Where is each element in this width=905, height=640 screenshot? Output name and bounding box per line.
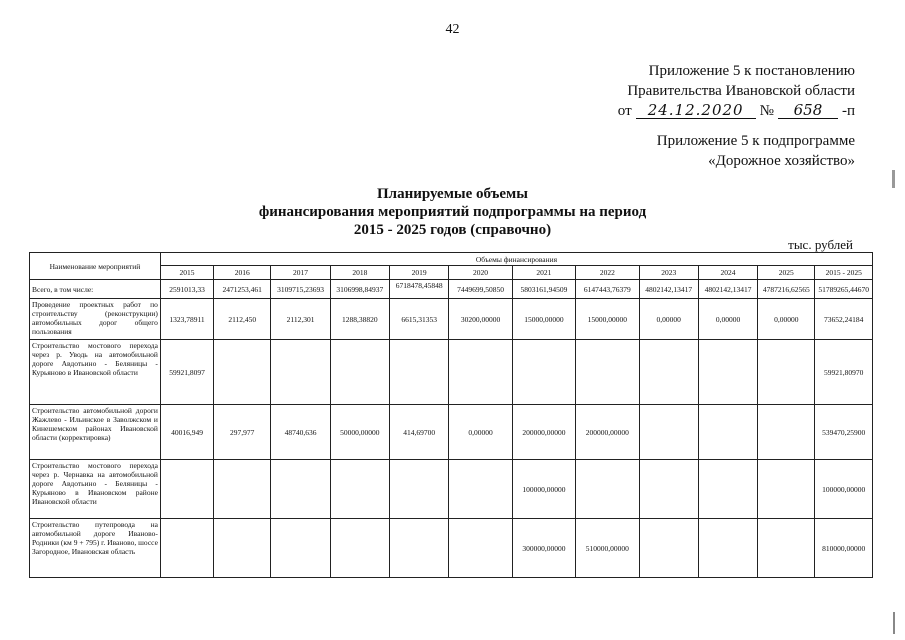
amount-cell: 73652,24184 <box>815 299 873 340</box>
year-header: 2021 <box>512 266 575 280</box>
measure-name-cell: Всего, в том числе: <box>30 280 161 299</box>
title-line3: 2015 - 2025 годов (справочно) <box>353 222 552 238</box>
amount-cell <box>576 340 639 405</box>
amount-cell: 48740,636 <box>271 405 330 460</box>
amount-cell <box>639 460 698 519</box>
amount-cell: 6718478,45848 <box>390 280 449 299</box>
amount-cell: 51789265,44670 <box>815 280 873 299</box>
amount-cell: 15000,00000 <box>512 299 575 340</box>
amount-cell <box>576 460 639 519</box>
amount-cell <box>698 405 757 460</box>
amount-cell: 100000,00000 <box>512 460 575 519</box>
amount-cell: 539470,25900 <box>815 405 873 460</box>
amount-cell <box>214 519 271 578</box>
date-prefix: от <box>617 103 632 119</box>
amount-cell <box>639 519 698 578</box>
amount-cell <box>330 519 389 578</box>
amount-cell <box>639 405 698 460</box>
amount-cell: 6147443,76379 <box>576 280 639 299</box>
amount-cell: 59921,8097 <box>160 340 213 405</box>
total-row <box>30 280 873 299</box>
appendix-subprogram-block <box>657 131 855 171</box>
amount-cell: 3109715,23693 <box>271 280 330 299</box>
title-line2: финансирования мероприятий подпрограммы на период <box>258 204 647 220</box>
amount-cell <box>639 340 698 405</box>
measure-name-cell: Строительство мостового перехода через р. Уводь на автомобильной дороге Авдотьино - Беляницы - Курьяново в Ивановской области <box>30 340 161 405</box>
order-date-number-line <box>618 101 855 121</box>
amount-cell: 100000,00000 <box>815 460 873 519</box>
handwritten-date: 24.12.2020 <box>636 102 756 119</box>
amount-cell: 4802142,13417 <box>639 280 698 299</box>
amount-cell: 2471253,461 <box>214 280 271 299</box>
amount-cell <box>160 519 213 578</box>
amount-cell: 4787216,62565 <box>758 280 815 299</box>
amount-cell: 5803161,94509 <box>512 280 575 299</box>
amount-cell: 810000,00000 <box>815 519 873 578</box>
amount-cell <box>758 405 815 460</box>
units-label: тыс. рублей <box>788 237 853 252</box>
amount-cell <box>271 519 330 578</box>
amount-cell: 300000,00000 <box>512 519 575 578</box>
handwritten-number: 658 <box>778 102 838 119</box>
year-header: 2015 <box>160 266 213 280</box>
amount-cell <box>330 460 389 519</box>
amount-cell: 50000,00000 <box>330 405 389 460</box>
amount-cell: 1288,38820 <box>330 299 389 340</box>
document-title <box>0 185 905 239</box>
year-header: 2019 <box>390 266 449 280</box>
amount-cell <box>390 519 449 578</box>
year-header: 2025 <box>758 266 815 280</box>
amount-cell <box>698 519 757 578</box>
header-name: Наименование мероприятий <box>30 253 161 280</box>
year-header: 2015 - 2025 <box>815 266 873 280</box>
amount-cell: 2112,450 <box>214 299 271 340</box>
measure-name-cell: Строительство путепровода на автомобильной дороге Иваново-Родники (км 9 + 795) г. Иваново, шоссе Загородное, Ивановская область <box>30 519 161 578</box>
amount-cell: 0,00000 <box>758 299 815 340</box>
amount-cell <box>390 340 449 405</box>
table-body <box>30 280 873 578</box>
amount-cell: 510000,00000 <box>576 519 639 578</box>
table-row <box>30 405 873 460</box>
amount-cell <box>449 460 512 519</box>
amount-cell: 0,00000 <box>639 299 698 340</box>
year-header: 2022 <box>576 266 639 280</box>
amount-cell: 15000,00000 <box>576 299 639 340</box>
amount-cell: 2591013,33 <box>160 280 213 299</box>
title-line1: Планируемые объемы <box>376 186 528 202</box>
year-header: 2017 <box>271 266 330 280</box>
amount-cell: 297,977 <box>214 405 271 460</box>
amount-cell <box>214 340 271 405</box>
table-row <box>30 460 873 519</box>
appendix-resolution-block <box>618 61 855 121</box>
appendix-resolution-line2: Правительства Ивановской области <box>627 83 855 99</box>
year-header: 2018 <box>330 266 389 280</box>
year-header: 2020 <box>449 266 512 280</box>
amount-cell <box>698 340 757 405</box>
amount-cell <box>758 460 815 519</box>
measure-name-cell: Строительство мостового перехода через р. Чернавка на автомобильной дороге Авдотьино - Беляницы - Курьяново в Ивановском районе Ивановской области <box>30 460 161 519</box>
amount-cell: 3106998,84937 <box>330 280 389 299</box>
financing-table <box>29 252 873 578</box>
amount-cell <box>214 460 271 519</box>
amount-cell: 6615,31353 <box>390 299 449 340</box>
amount-cell: 1323,78911 <box>160 299 213 340</box>
amount-cell <box>758 519 815 578</box>
amount-cell <box>449 340 512 405</box>
table-row <box>30 299 873 340</box>
amount-cell <box>512 340 575 405</box>
header-financing: Объемы финансирования <box>160 253 872 266</box>
scan-edge-mark <box>893 612 901 634</box>
amount-cell: 200000,00000 <box>512 405 575 460</box>
amount-cell <box>271 340 330 405</box>
amount-cell: 7449699,50850 <box>449 280 512 299</box>
number-suffix: -п <box>841 103 855 119</box>
appendix-subprogram-line1: Приложение 5 к подпрограмме <box>656 133 855 149</box>
amount-cell: 414,69700 <box>390 405 449 460</box>
amount-cell <box>698 460 757 519</box>
amount-cell: 4802142,13417 <box>698 280 757 299</box>
appendix-resolution-line1: Приложение 5 к постановлению <box>648 63 855 79</box>
amount-cell: 40016,949 <box>160 405 213 460</box>
table-row <box>30 519 873 578</box>
amount-cell: 30200,00000 <box>449 299 512 340</box>
number-prefix: № <box>759 103 774 119</box>
appendix-subprogram-line2: «Дорожное хозяйство» <box>708 153 855 169</box>
amount-cell: 0,00000 <box>698 299 757 340</box>
amount-cell <box>271 460 330 519</box>
measure-name-cell: Строительство автомобильной дороги Жажлево - Ильинское в Заволжском и Кинешемском районах Ивановской области (корректировка) <box>30 405 161 460</box>
amount-cell <box>449 519 512 578</box>
amount-cell: 59921,80970 <box>815 340 873 405</box>
amount-cell <box>758 340 815 405</box>
amount-cell <box>390 460 449 519</box>
scan-margin-mark <box>892 170 895 188</box>
measure-name-cell: Проведение проектных работ по строительству (реконструкции) автомобильных дорог общего пользования <box>30 299 161 340</box>
amount-cell <box>330 340 389 405</box>
amount-cell: 200000,00000 <box>576 405 639 460</box>
amount-cell: 2112,301 <box>271 299 330 340</box>
year-header: 2016 <box>214 266 271 280</box>
table-row <box>30 340 873 405</box>
year-header: 2023 <box>639 266 698 280</box>
page-number: 42 <box>445 22 460 37</box>
amount-cell <box>160 460 213 519</box>
amount-cell: 0,00000 <box>449 405 512 460</box>
year-header: 2024 <box>698 266 757 280</box>
